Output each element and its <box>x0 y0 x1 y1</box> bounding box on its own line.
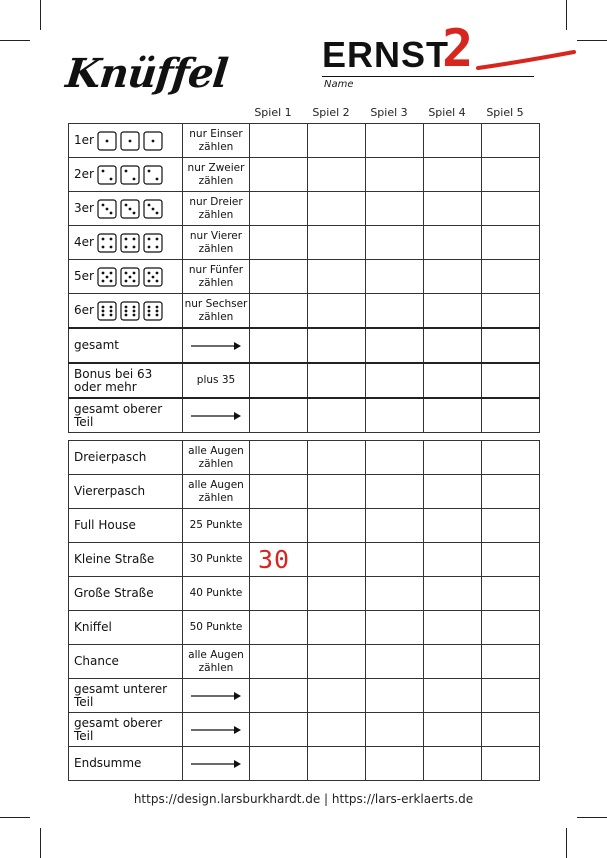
score-cell-spiel-3[interactable] <box>366 363 424 398</box>
score-row-6er <box>69 294 540 329</box>
die-1-icon <box>120 131 140 151</box>
row-label-cell <box>69 328 183 363</box>
score-cell-spiel-3[interactable] <box>366 645 424 679</box>
arrow-right-icon <box>190 411 242 421</box>
score-row-gesamt-oberer-teil <box>69 398 540 433</box>
score-cell-spiel-5[interactable] <box>482 543 540 577</box>
row-rule-cell <box>183 645 250 679</box>
score-cell-spiel-2[interactable] <box>308 543 366 577</box>
score-cell-spiel-2[interactable] <box>308 328 366 363</box>
row-rule-text: nur Vierer zählen <box>189 229 243 255</box>
score-cell-spiel-4[interactable] <box>424 226 482 260</box>
score-cell-spiel-1[interactable] <box>250 398 308 433</box>
score-row-2er <box>69 158 540 192</box>
score-cell-spiel-5[interactable] <box>482 475 540 509</box>
row-rule-cell <box>183 158 250 192</box>
score-cell-spiel-3[interactable] <box>366 124 424 158</box>
row-rule-text: plus 35 <box>196 374 236 386</box>
score-cell-spiel-5[interactable] <box>482 441 540 475</box>
score-cell-spiel-1[interactable] <box>250 509 308 543</box>
arrow-right-icon <box>190 725 242 735</box>
row-rule-cell <box>183 713 250 747</box>
row-label-cell <box>69 543 183 577</box>
row-rule-cell <box>183 226 250 260</box>
row-label-cell <box>69 158 183 192</box>
footer-links: https://design.larsburkhardt.de | https://lars-erklaerts.de <box>133 792 474 806</box>
score-cell-spiel-1[interactable] <box>250 679 308 713</box>
score-cell-spiel-1[interactable] <box>250 192 308 226</box>
row-label: 6er <box>74 303 94 317</box>
score-cell-spiel-4[interactable] <box>424 747 482 781</box>
score-cell-spiel-5[interactable] <box>482 158 540 192</box>
score-row-3er <box>69 192 540 226</box>
die-6-icon <box>143 301 163 321</box>
player-name: ERNST <box>322 34 450 75</box>
die-2-icon <box>120 165 140 185</box>
row-label-cell <box>69 294 183 329</box>
score-cell-spiel-4[interactable] <box>424 192 482 226</box>
die-5-icon <box>143 267 163 287</box>
row-label-cell <box>69 226 183 260</box>
score-cell-spiel-3[interactable] <box>366 475 424 509</box>
row-rule-cell <box>183 543 250 577</box>
score-cell-spiel-2[interactable] <box>308 124 366 158</box>
score-cell-spiel-5[interactable] <box>482 398 540 433</box>
title-logo: Knüffel <box>63 50 230 97</box>
row-label: Chance <box>74 654 119 668</box>
row-label: gesamt <box>74 338 119 352</box>
row-rule-text: alle Augen zählen <box>188 444 244 470</box>
score-cell-spiel-3[interactable] <box>366 260 424 294</box>
score-cell-spiel-5[interactable] <box>482 192 540 226</box>
score-cell-spiel-1[interactable] <box>250 260 308 294</box>
score-cell-spiel-2[interactable] <box>308 398 366 433</box>
score-row-5er <box>69 260 540 294</box>
score-row-dreierpasch <box>69 441 540 475</box>
column-header-spiel-3: Spiel 3 <box>370 106 408 119</box>
score-cell-spiel-2[interactable] <box>308 441 366 475</box>
score-row-gesamt-unterer-teil <box>69 679 540 713</box>
row-rule-cell <box>183 441 250 475</box>
score-cell-spiel-4[interactable] <box>424 260 482 294</box>
score-cell-spiel-2[interactable] <box>308 577 366 611</box>
player-number-handwritten <box>440 22 580 74</box>
score-cell-spiel-3[interactable] <box>366 328 424 363</box>
score-cell-spiel-5[interactable] <box>482 611 540 645</box>
row-label: gesamt unterer Teil <box>74 681 168 709</box>
player-number: 2 <box>442 22 474 74</box>
crop-mark <box>40 828 41 858</box>
score-cell-spiel-4[interactable] <box>424 124 482 158</box>
crop-mark <box>0 817 30 818</box>
score-cell-spiel-2[interactable] <box>308 158 366 192</box>
score-cell-spiel-5[interactable] <box>482 679 540 713</box>
score-cell-spiel-1[interactable] <box>250 328 308 363</box>
row-label: Bonus bei 63 oder mehr <box>74 366 153 394</box>
score-cell-spiel-5[interactable] <box>482 747 540 781</box>
score-row-endsumme <box>69 747 540 781</box>
die-1-icon <box>143 131 163 151</box>
score-row-bonus-bei-63-oder-mehr <box>69 363 540 398</box>
row-label: 1er <box>74 133 94 147</box>
row-label: Dreierpasch <box>74 450 147 464</box>
die-3-icon <box>120 199 140 219</box>
score-cell-spiel-1[interactable] <box>250 577 308 611</box>
die-2-icon <box>97 165 117 185</box>
die-6-icon <box>120 301 140 321</box>
column-header-spiel-2: Spiel 2 <box>312 106 350 119</box>
score-cell-spiel-3[interactable] <box>366 509 424 543</box>
row-rule-text: 40 Punkte <box>189 587 243 599</box>
score-cell-spiel-1[interactable] <box>250 713 308 747</box>
score-cell-spiel-2[interactable] <box>308 713 366 747</box>
row-label-cell <box>69 713 183 747</box>
row-label: Große Straße <box>74 586 154 600</box>
score-cell-spiel-2[interactable] <box>308 611 366 645</box>
row-label-cell <box>69 747 183 781</box>
die-3-icon <box>97 199 117 219</box>
row-label: Full House <box>74 518 136 532</box>
row-label-cell <box>69 363 183 398</box>
row-label-cell <box>69 577 183 611</box>
row-rule-text: nur Einser zählen <box>189 127 243 153</box>
score-cell-spiel-2[interactable] <box>308 260 366 294</box>
arrow-right-icon <box>190 691 242 701</box>
score-cell-spiel-5[interactable] <box>482 124 540 158</box>
row-label: 2er <box>74 167 94 181</box>
score-cell-spiel-4[interactable] <box>424 509 482 543</box>
row-rule-text: 30 Punkte <box>189 553 243 565</box>
score-cell-spiel-5[interactable] <box>482 328 540 363</box>
score-cell-spiel-3[interactable] <box>366 747 424 781</box>
lower-section-table <box>68 440 540 781</box>
score-cell-spiel-4[interactable] <box>424 158 482 192</box>
column-header-spiel-4: Spiel 4 <box>428 106 466 119</box>
row-rule-cell <box>183 192 250 226</box>
score-cell-spiel-4[interactable] <box>424 679 482 713</box>
row-label-cell <box>69 260 183 294</box>
row-rule-cell <box>183 611 250 645</box>
score-cell-spiel-4[interactable] <box>424 577 482 611</box>
score-cell-spiel-1[interactable] <box>250 543 308 577</box>
name-label: Name <box>324 79 354 90</box>
row-rule-text: alle Augen zählen <box>188 478 244 504</box>
row-label: Kleine Straße <box>74 552 155 566</box>
score-cell-spiel-4[interactable] <box>424 611 482 645</box>
row-label: 3er <box>74 201 94 215</box>
score-cell-spiel-1[interactable] <box>250 226 308 260</box>
score-cell-spiel-3[interactable] <box>366 192 424 226</box>
die-2-icon <box>143 165 163 185</box>
score-cell-spiel-5[interactable] <box>482 713 540 747</box>
row-rule-cell <box>183 294 250 329</box>
row-label-cell <box>69 441 183 475</box>
row-rule-text: nur Dreier zählen <box>189 195 243 221</box>
row-rule-cell <box>183 509 250 543</box>
row-label: Endsumme <box>74 756 142 770</box>
score-cell-spiel-3[interactable] <box>366 398 424 433</box>
row-label: 5er <box>74 269 94 283</box>
score-cell-spiel-1[interactable] <box>250 363 308 398</box>
score-cell-spiel-1[interactable] <box>250 611 308 645</box>
score-cell-spiel-2[interactable] <box>308 475 366 509</box>
score-cell-spiel-2[interactable] <box>308 747 366 781</box>
score-cell-spiel-1[interactable] <box>250 294 308 329</box>
die-4-icon <box>97 233 117 253</box>
score-cell-spiel-5[interactable] <box>482 577 540 611</box>
score-cell-spiel-3[interactable] <box>366 441 424 475</box>
column-header-spiel-5: Spiel 5 <box>486 106 524 119</box>
row-label-cell <box>69 398 183 433</box>
score-cell-spiel-2[interactable] <box>308 509 366 543</box>
row-rule-cell <box>183 260 250 294</box>
score-cell-spiel-5[interactable] <box>482 260 540 294</box>
die-3-icon <box>143 199 163 219</box>
score-row-full-house <box>69 509 540 543</box>
row-label-cell <box>69 124 183 158</box>
row-label-cell <box>69 679 183 713</box>
row-rule-text: nur Sechser zählen <box>184 297 248 323</box>
score-cell-spiel-3[interactable] <box>366 294 424 329</box>
score-cell-spiel-3[interactable] <box>366 611 424 645</box>
row-label: gesamt oberer Teil <box>74 715 163 743</box>
row-rule-cell <box>183 124 250 158</box>
score-cell-spiel-4[interactable] <box>424 398 482 433</box>
crop-mark <box>577 817 607 818</box>
score-cell-spiel-5[interactable] <box>482 363 540 398</box>
row-label: Viererpasch <box>74 484 146 498</box>
die-1-icon <box>97 131 117 151</box>
score-cell-spiel-4[interactable] <box>424 543 482 577</box>
score-cell-spiel-5[interactable] <box>482 294 540 329</box>
die-4-icon <box>143 233 163 253</box>
score-row-große-straße <box>69 577 540 611</box>
crop-mark <box>566 828 567 858</box>
score-cell-spiel-5[interactable] <box>482 509 540 543</box>
score-cell-spiel-2[interactable] <box>308 192 366 226</box>
row-rule-text: alle Augen zählen <box>188 648 244 674</box>
score-cell-spiel-2[interactable] <box>308 226 366 260</box>
arrow-right-icon <box>190 759 242 769</box>
score-cell-spiel-4[interactable] <box>424 441 482 475</box>
row-label-cell <box>69 475 183 509</box>
name-underline <box>322 76 534 77</box>
score-row-1er <box>69 124 540 158</box>
score-cell-spiel-3[interactable] <box>366 158 424 192</box>
score-cell-spiel-3[interactable] <box>366 679 424 713</box>
row-rule-cell <box>183 747 250 781</box>
upper-section-table <box>68 123 540 433</box>
score-cell-spiel-4[interactable] <box>424 363 482 398</box>
row-label: 4er <box>74 235 94 249</box>
score-row-4er <box>69 226 540 260</box>
score-cell-spiel-4[interactable] <box>424 713 482 747</box>
handwritten-score: 30 <box>258 545 291 574</box>
score-cell-spiel-2[interactable] <box>308 363 366 398</box>
column-header-spiel-1: Spiel 1 <box>254 106 292 119</box>
score-cell-spiel-1[interactable] <box>250 645 308 679</box>
row-label: Kniffel <box>74 620 112 634</box>
score-cell-spiel-1[interactable] <box>250 124 308 158</box>
arrow-right-icon <box>190 341 242 351</box>
crop-mark <box>0 40 30 41</box>
row-rule-cell <box>183 679 250 713</box>
score-cell-spiel-2[interactable] <box>308 294 366 329</box>
score-cell-spiel-2[interactable] <box>308 645 366 679</box>
score-cell-spiel-4[interactable] <box>424 328 482 363</box>
score-cell-spiel-5[interactable] <box>482 645 540 679</box>
score-row-gesamt-oberer-teil <box>69 713 540 747</box>
row-rule-cell <box>183 328 250 363</box>
row-rule-cell <box>183 363 250 398</box>
score-cell-spiel-1[interactable] <box>250 747 308 781</box>
score-row-kleine-straße <box>69 543 540 577</box>
row-label-cell <box>69 192 183 226</box>
row-rule-cell <box>183 475 250 509</box>
score-cell-spiel-3[interactable] <box>366 577 424 611</box>
die-4-icon <box>120 233 140 253</box>
score-cell-spiel-3[interactable] <box>366 543 424 577</box>
score-cell-spiel-2[interactable] <box>308 679 366 713</box>
row-rule-cell <box>183 398 250 433</box>
row-label-cell <box>69 645 183 679</box>
row-rule-cell <box>183 577 250 611</box>
score-cell-spiel-1[interactable] <box>250 441 308 475</box>
row-label: gesamt oberer Teil <box>74 401 163 429</box>
crop-mark <box>577 40 607 41</box>
score-row-kniffel <box>69 611 540 645</box>
score-cell-spiel-3[interactable] <box>366 226 424 260</box>
die-6-icon <box>97 301 117 321</box>
score-cell-spiel-1[interactable] <box>250 475 308 509</box>
crop-mark <box>40 0 41 30</box>
row-rule-text: 25 Punkte <box>189 519 243 531</box>
die-5-icon <box>120 267 140 287</box>
score-cell-spiel-4[interactable] <box>424 645 482 679</box>
score-row-gesamt <box>69 328 540 363</box>
row-rule-text: 50 Punkte <box>189 621 243 633</box>
row-label-cell <box>69 611 183 645</box>
score-cell-spiel-4[interactable] <box>424 475 482 509</box>
row-rule-text: nur Zweier zählen <box>187 161 245 187</box>
row-rule-text: nur Fünfer zählen <box>188 263 244 289</box>
score-cell-spiel-3[interactable] <box>366 713 424 747</box>
score-cell-spiel-4[interactable] <box>424 294 482 329</box>
score-cell-spiel-1[interactable] <box>250 158 308 192</box>
row-label-cell <box>69 509 183 543</box>
score-cell-spiel-5[interactable] <box>482 226 540 260</box>
die-5-icon <box>97 267 117 287</box>
score-row-viererpasch <box>69 475 540 509</box>
score-row-chance <box>69 645 540 679</box>
